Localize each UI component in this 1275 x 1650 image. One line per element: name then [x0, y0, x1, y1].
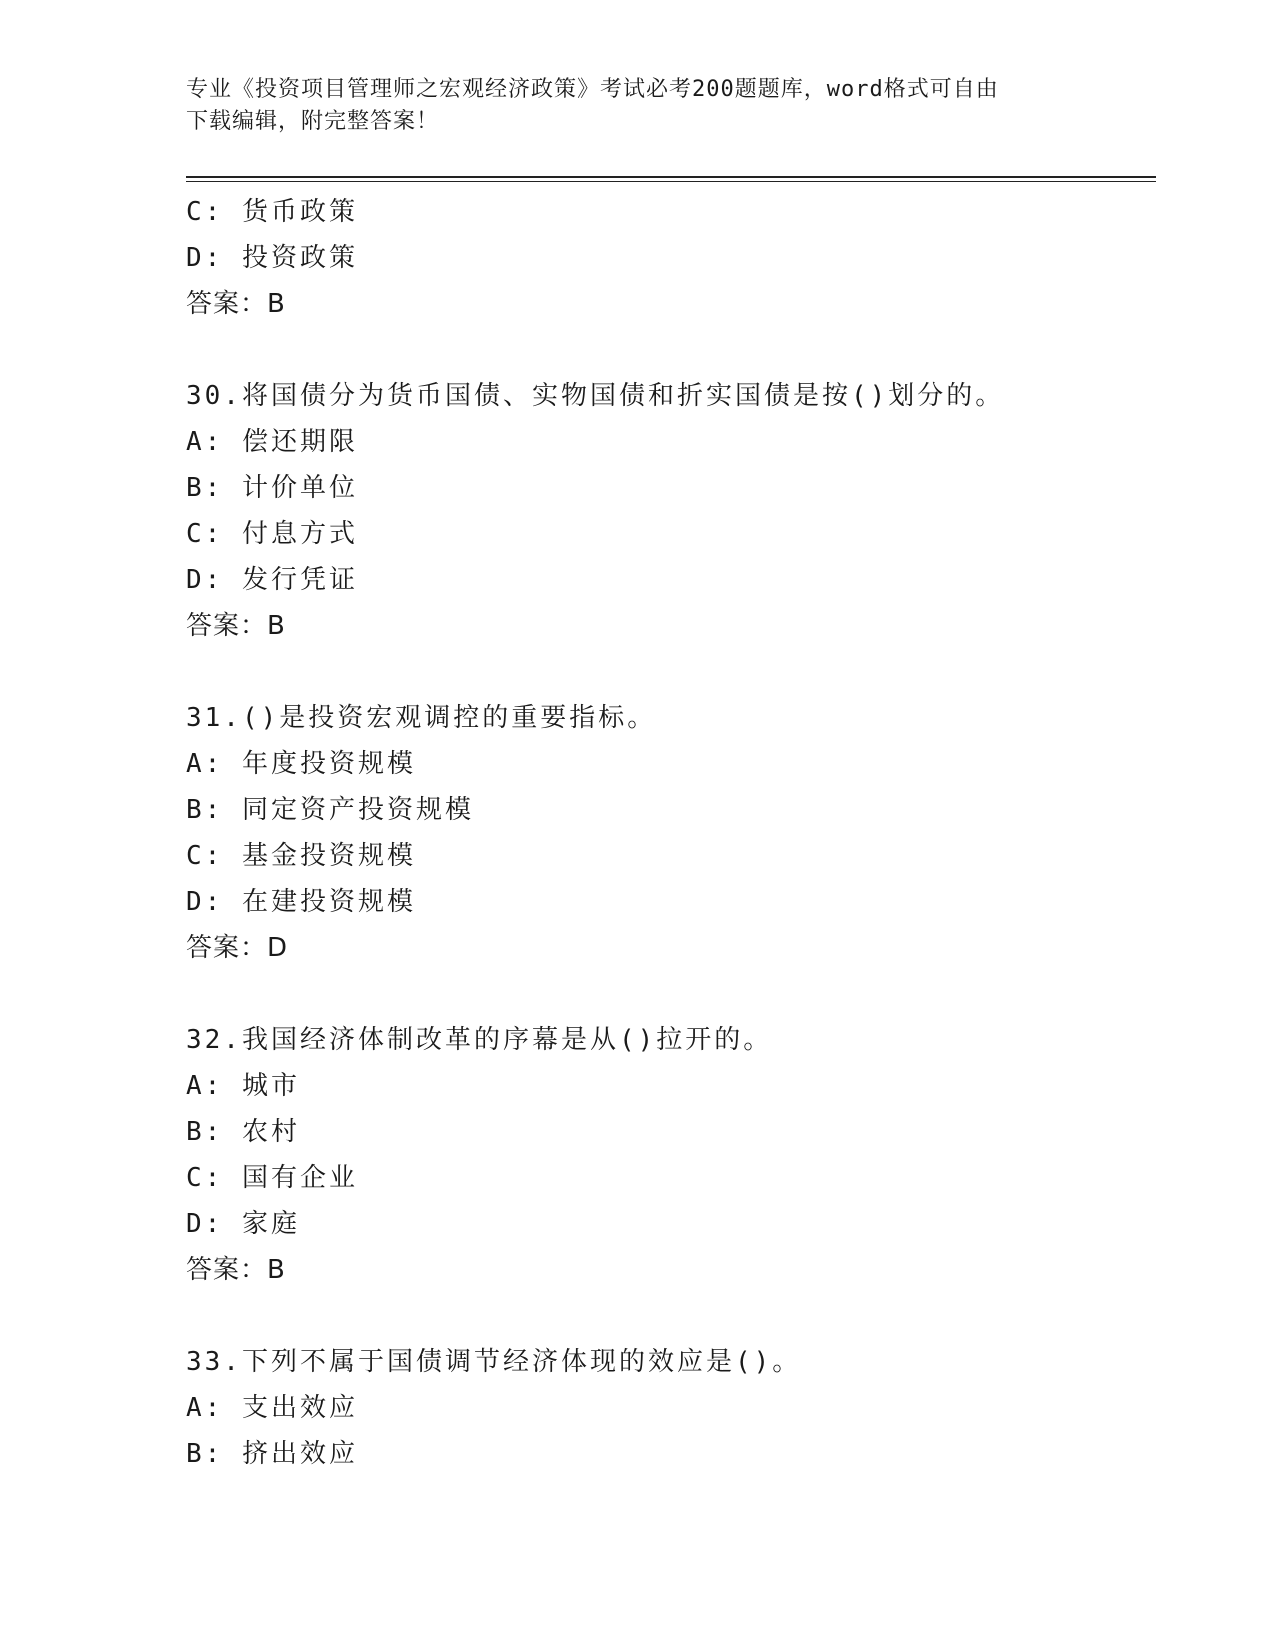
header-line-1: 专业《投资项目管理师之宏观经济政策》考试必考200题题库，word格式可自由: [186, 77, 999, 102]
option-b: B: 挤出效应: [186, 1439, 358, 1469]
option-d: D: 家庭: [186, 1209, 300, 1239]
question-stem: 31.()是投资宏观调控的重要指标。: [186, 703, 657, 733]
option-a: A: 偿还期限: [186, 427, 358, 457]
spacer: [186, 327, 1156, 373]
spacer: [186, 1293, 1156, 1339]
option-a: A: 支出效应: [186, 1393, 358, 1423]
question-list: [186, 189, 1156, 1477]
document-header: [186, 74, 1086, 138]
question-block-31: [186, 695, 1156, 971]
option-c: C: 国有企业: [186, 1163, 358, 1193]
header-rule-thin: [186, 181, 1156, 182]
answer: 答案：B: [186, 289, 286, 319]
spacer: [186, 649, 1156, 695]
option-d: D: 投资政策: [186, 243, 358, 273]
header-line-2: 下载编辑，附完整答案！: [186, 109, 440, 134]
question-block-30: [186, 373, 1156, 649]
question-block-32: [186, 1017, 1156, 1293]
option-c: C: 基金投资规模: [186, 841, 416, 871]
question-stem: 32.我国经济体制改革的序幕是从()拉开的。: [186, 1025, 773, 1055]
answer: 答案：D: [186, 933, 289, 963]
question-block-33: [186, 1339, 1156, 1477]
option-b: B: 同定资产投资规模: [186, 795, 474, 825]
question-stem: 33.下列不属于国债调节经济体现的效应是()。: [186, 1347, 802, 1377]
option-b: B: 农村: [186, 1117, 300, 1147]
option-a: A: 城市: [186, 1071, 300, 1101]
header-rule-thick: [186, 176, 1156, 178]
question-block-carryover: [186, 189, 1156, 327]
option-a: A: 年度投资规模: [186, 749, 416, 779]
option-d: D: 发行凭证: [186, 565, 358, 595]
answer: 答案：B: [186, 1255, 286, 1285]
option-c: C: 货币政策: [186, 197, 358, 227]
answer: 答案：B: [186, 611, 286, 641]
question-stem: 30.将国债分为货币国债、实物国债和折实国债是按()划分的。: [186, 381, 1005, 411]
option-d: D: 在建投资规模: [186, 887, 416, 917]
spacer: [186, 971, 1156, 1017]
option-b: B: 计价单位: [186, 473, 358, 503]
option-c: C: 付息方式: [186, 519, 358, 549]
